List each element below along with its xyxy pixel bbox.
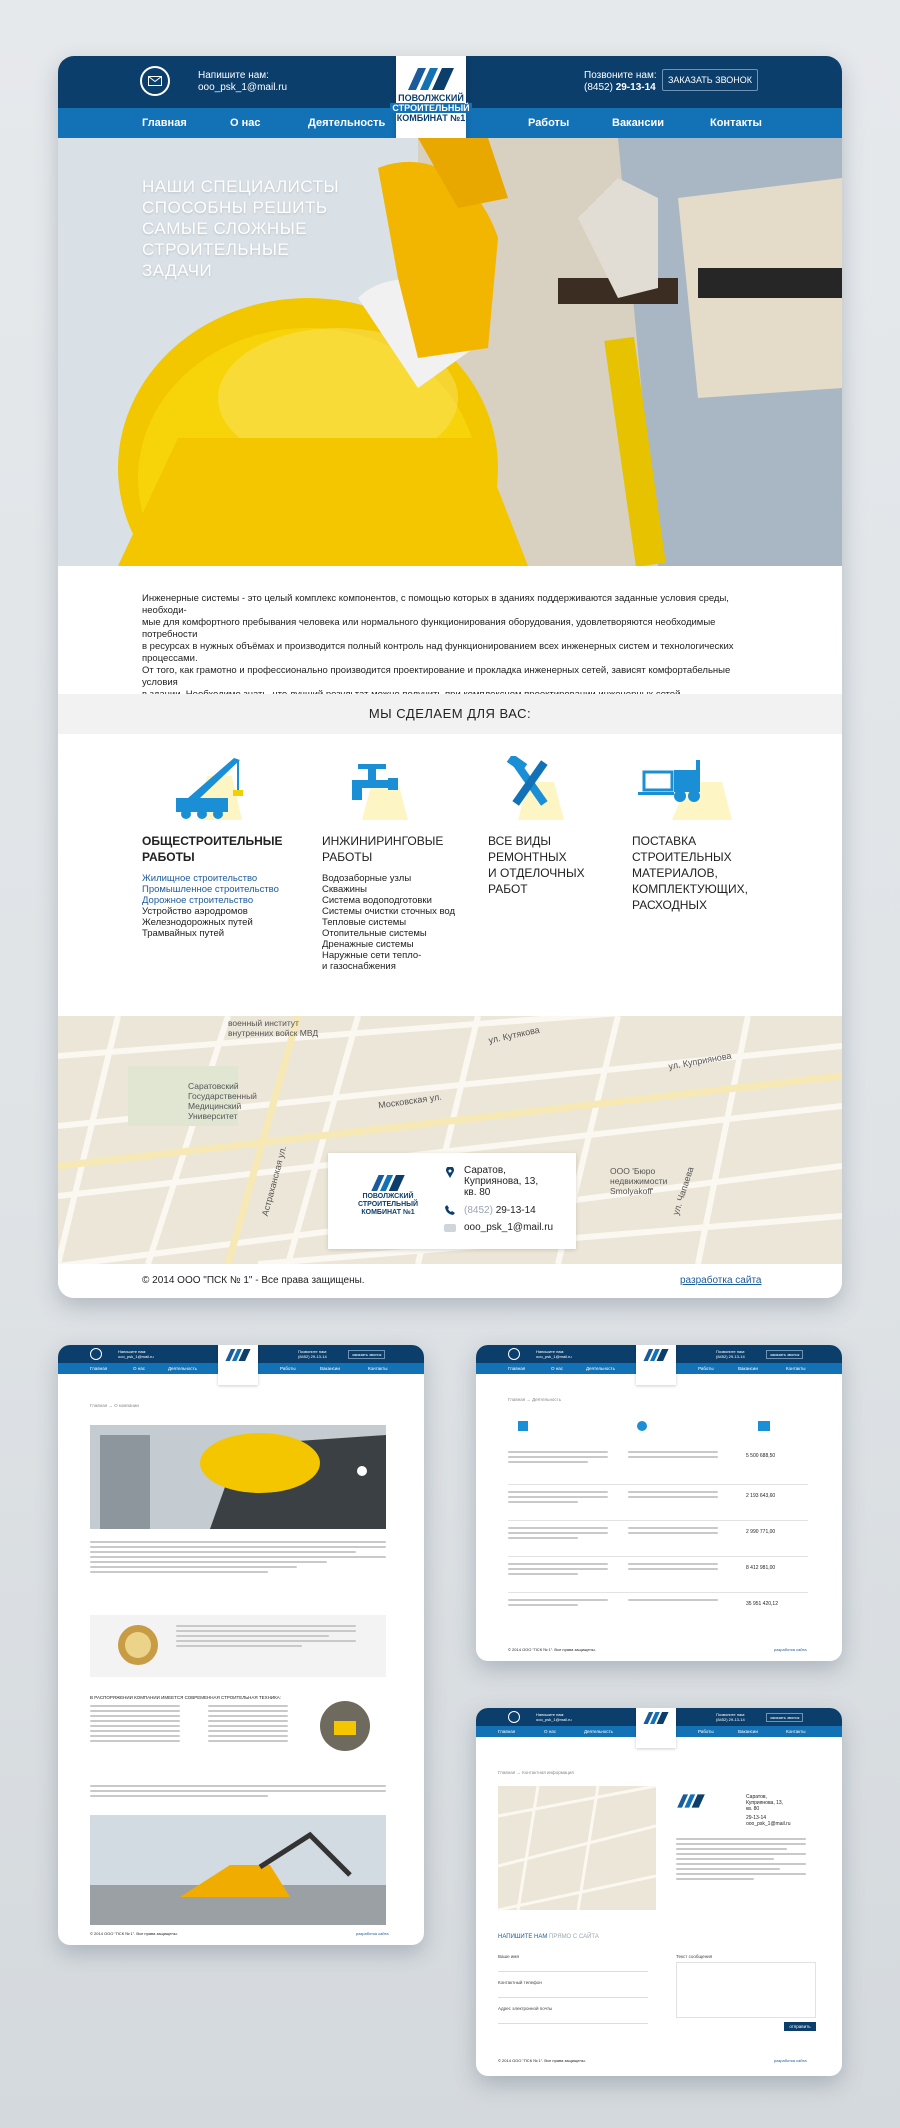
hero-banner [58, 138, 842, 566]
map-label-bureau [610, 1166, 667, 1196]
main-page-mockup [58, 56, 842, 1298]
callback-button[interactable]: ЗАКАЗАТЬ ЗВОНОК [662, 69, 758, 91]
tools-icon [488, 756, 618, 820]
service-title-line: РАБОТЫ [142, 850, 195, 864]
mini-footer-dev-link[interactable]: разработка сайта [356, 1931, 389, 1936]
mini-section-title: В РАСПОРЯЖЕНИИ КОМПАНИИ ИМЕЕТСЯ СОВРЕМЕННАЯ СТРОИТЕЛЬНАЯ ТЕХНИКА: [90, 1695, 282, 1700]
works-table [508, 1445, 808, 1625]
mini-breadcrumb: Главная → О компании [90, 1403, 139, 1408]
map-label: ул. Кутякова [487, 1024, 541, 1046]
write-us-label: Напишите нам: [198, 70, 269, 81]
nav-item-works[interactable]: Работы [528, 117, 570, 129]
mini-nav-item[interactable]: Контакты [368, 1366, 388, 1371]
mini-footer-dev-link[interactable]: разработка сайта [774, 2058, 807, 2063]
forklift-icon [632, 756, 772, 820]
company-details [676, 1838, 806, 1883]
mini-nav-item[interactable]: Вакансии [320, 1366, 340, 1371]
service-link[interactable]: Жилищное строительство [142, 873, 258, 884]
logo-text [390, 93, 471, 123]
map-label: Астраханская ул. [259, 1144, 289, 1218]
mini-nav-item[interactable]: Контакты [786, 1729, 806, 1734]
mini-callback-button[interactable]: заказать звонок [766, 1350, 803, 1359]
intro-line: процессами. [142, 653, 198, 664]
service-title-line: РЕМОНТНЫХ [488, 850, 567, 864]
footer-dev-link[interactable]: разработка сайта [680, 1275, 762, 1286]
intro-text [142, 593, 758, 701]
contact-logo-text [358, 1193, 418, 1217]
mini-logo [636, 1708, 676, 1748]
hero-title-line: САМЫЕ СЛОЖНЫЕ [142, 219, 308, 238]
header-call-us [584, 70, 657, 94]
works-amount: 35 951 420,12 [746, 1601, 778, 1607]
service-title-line: ПОСТАВКА [632, 834, 697, 848]
mini-text: Напишите нам: [536, 1712, 565, 1717]
mini-header-left [118, 1349, 154, 1359]
mini-text: Позвоните нам: [716, 1349, 746, 1354]
mini-nav-item[interactable]: О нас [133, 1366, 145, 1371]
form-label-email: Адрес электронной почты [498, 2006, 553, 2011]
service-title-line: ВСЕ ВИДЫ [488, 834, 551, 848]
map-label: Университет [188, 1111, 238, 1121]
mini-nav-item[interactable]: Вакансии [738, 1729, 758, 1734]
mini-text: (8452) 29-13-14 [716, 1717, 745, 1722]
mini-logo [636, 1345, 676, 1385]
equipment-list [208, 1705, 288, 1745]
map-label-institute [228, 1018, 318, 1038]
service-repair [488, 756, 618, 897]
service-title-line: И ОТДЕЛОЧНЫХ [488, 866, 585, 880]
location-pin-icon [446, 1167, 454, 1178]
excavator-photo [90, 1815, 386, 1925]
about-text [90, 1785, 386, 1800]
about-photo [90, 1425, 386, 1529]
contact-phone-number: 29-13-14 [495, 1205, 536, 1216]
mini-nav-item[interactable]: Вакансии [738, 1366, 758, 1371]
service-item: Водозаборные узлы [322, 873, 412, 884]
works-amount: 2 193 643,60 [746, 1493, 776, 1499]
mini-breadcrumb: Главная → Контактная информация [498, 1770, 574, 1775]
envelope-icon [444, 1224, 456, 1232]
mini-nav-item[interactable]: Работы [280, 1366, 296, 1371]
mini-nav-item[interactable]: О нас [551, 1366, 563, 1371]
phone-icon [445, 1205, 455, 1215]
map-label: Государственный [188, 1091, 257, 1101]
service-item: Устройство аэродромов [142, 906, 248, 917]
call-us-label: Позвоните нам: [584, 70, 657, 81]
mini-nav-item[interactable]: О нас [544, 1729, 556, 1734]
mini-callback-button[interactable]: заказать звонок [766, 1713, 803, 1722]
mini-text: ooo_psk_1@mail.ru [536, 1354, 572, 1359]
service-link[interactable]: Промышленное строительство [142, 884, 279, 895]
table-row [508, 1593, 808, 1623]
works-amount: 5 500 688,50 [746, 1453, 776, 1459]
service-item: Трамвайных путей [142, 928, 225, 939]
map-label: ул. Куприянова [667, 1050, 733, 1072]
header-email[interactable]: ooo_psk_1@mail.ru [198, 82, 288, 93]
logo-icon [642, 1712, 670, 1724]
service-title [632, 833, 772, 913]
site-footer [58, 1264, 842, 1298]
intro-line: От того, как грамотно и профессионально производится проектирование и прокладка инженерных сетей, зависят комфортабельные условия [142, 665, 731, 688]
mini-logo [218, 1345, 258, 1385]
phone-number: 29-13-14 [615, 82, 656, 93]
logo-line: СТРОИТЕЛЬНЫЙ [357, 1201, 419, 1208]
mini-footer-copyright: © 2014 ООО "ПСК № 1". Все права защищены. [508, 1647, 596, 1652]
mail-icon [90, 1348, 102, 1360]
service-link[interactable]: Дорожное строительство [142, 895, 254, 906]
mini-nav-item[interactable]: Главная [498, 1729, 516, 1734]
about-highlight [90, 1615, 386, 1677]
logo-line: СТРОИТЕЛЬНЫЙ [392, 103, 470, 113]
about-text [90, 1541, 386, 1576]
mail-icon [508, 1348, 520, 1360]
mini-text: (8452) 29-13-14 [298, 1354, 327, 1359]
mini-breadcrumb: Главная → Деятельность [508, 1397, 562, 1402]
mini-text: (8452) 29-13-14 [716, 1354, 745, 1359]
service-title-line: КОМПЛЕКТУЮЩИХ, [632, 882, 748, 896]
logo-line: КОМБИНАТ №1 [361, 1209, 415, 1216]
header-write-us [198, 70, 287, 94]
contacts-map[interactable] [498, 1786, 656, 1910]
nav-item-about[interactable]: О нас [230, 117, 261, 129]
service-item: Отопительные системы [322, 928, 427, 939]
equipment-list [90, 1705, 180, 1745]
service-title-line: РАБОТЫ [322, 850, 373, 864]
nav-item-vacancies[interactable]: Вакансии [612, 117, 664, 129]
works-amount: 8 412 981,00 [746, 1565, 776, 1571]
worker-avatar [118, 1625, 158, 1665]
service-item: Наружные сети тепло- [322, 950, 422, 961]
contact-card [328, 1153, 576, 1249]
mail-icon [508, 1711, 520, 1723]
about-page-mockup [58, 1345, 424, 1945]
contact-address [464, 1165, 538, 1198]
section-title: МЫ СДЕЛАЕМ ДЛЯ ВАС: [58, 694, 842, 734]
map-label: Московская ул. [377, 1091, 443, 1111]
works-page-mockup [476, 1345, 842, 1661]
mini-header-right [716, 1712, 745, 1722]
service-list [142, 873, 302, 939]
logo-icon [642, 1349, 670, 1361]
nav-item-activity[interactable]: Деятельность [308, 117, 386, 129]
phone-code: (8452) [584, 82, 613, 93]
nav-item-contacts[interactable]: Контакты [710, 117, 762, 129]
table-row [508, 1485, 808, 1521]
table-row [508, 1521, 808, 1557]
form-heading [498, 1934, 599, 1940]
map-label: недвижимости [610, 1176, 668, 1186]
mail-icon[interactable] [140, 66, 170, 96]
crane-icon [142, 756, 292, 820]
service-title-line: ОБЩЕСТРОИТЕЛЬНЫЕ [142, 834, 283, 848]
service-item: Железнодорожных путей [142, 917, 253, 928]
highlight-text [176, 1625, 356, 1650]
header-phone [584, 82, 657, 94]
water-tap-icon [322, 756, 472, 820]
mini-text: Напишите нам: [118, 1349, 147, 1354]
intro-line: в ресурсах в нужных объёмах и производится полный контроль над функционированием всех инженерных систем и технологических [142, 641, 734, 652]
logo-icon [224, 1349, 252, 1361]
contact-street: Куприянова, 13, [464, 1176, 539, 1187]
logo-line: ПОВОЛЖСКИЙ [362, 1193, 414, 1200]
map-label: военный институт [228, 1018, 299, 1028]
service-general-construction [142, 756, 302, 939]
map-label: ул. Чапаева [670, 1165, 696, 1217]
service-list [322, 873, 472, 972]
nav-item-home[interactable]: Главная [142, 117, 187, 129]
hero-title-line: СТРОИТЕЛЬНЫЕ [142, 240, 290, 259]
mini-text[interactable]: ooo_psk_1@mail.ru [746, 1821, 791, 1827]
excavator-avatar [320, 1701, 370, 1751]
mini-header-left [536, 1349, 572, 1359]
mini-footer-copyright: © 2014 ООО "ПСК № 1". Все права защищены. [90, 1931, 178, 1936]
service-title-line: СТРОИТЕЛЬНЫХ [632, 850, 732, 864]
mini-nav-item[interactable]: Деятельность [586, 1366, 615, 1371]
mini-text: ooo_psk_1@mail.ru [536, 1717, 572, 1722]
table-row [508, 1445, 808, 1485]
mini-text: Куприянова, 13, [746, 1800, 784, 1806]
service-item: Тепловые системы [322, 917, 407, 928]
hero-title-line: ЗАДАЧИ [142, 261, 213, 280]
mini-nav-item[interactable]: Деятельность [168, 1366, 197, 1371]
hero-title-line: НАШИ СПЕЦИАЛИСТЫ [142, 177, 340, 196]
contact-phone [464, 1205, 536, 1216]
mini-header-right [298, 1349, 327, 1359]
service-supply [632, 756, 772, 913]
service-item: Система водоподготовки [322, 895, 432, 906]
contacts-address [746, 1794, 791, 1827]
contact-phone-code: (8452) [464, 1205, 493, 1216]
contact-email[interactable]: ooo_psk_1@mail.ru [464, 1222, 554, 1233]
service-item: Скважины [322, 884, 367, 895]
service-title-line: РАБОТ [488, 882, 528, 896]
works-table-head-icons [508, 1417, 808, 1437]
mini-callback-button[interactable]: заказать звонок [348, 1350, 385, 1359]
footer-copyright: © 2014 ООО "ПСК № 1" - Все права защищены. [142, 1275, 365, 1286]
works-amount: 2 990 771,00 [746, 1529, 776, 1535]
contact-room: кв. 80 [464, 1187, 491, 1198]
service-title-line: МАТЕРИАЛОВ, [632, 866, 718, 880]
mini-text: Напишите нам: [536, 1349, 565, 1354]
logo-line: КОМБИНАТ №1 [396, 113, 466, 123]
map-label: Саратовский [188, 1081, 239, 1091]
logo-line: ПОВОЛЖСКИЙ [398, 93, 464, 103]
mini-nav-item[interactable]: Контакты [786, 1366, 806, 1371]
mini-text: Позвоните нам: [298, 1349, 328, 1354]
service-title [322, 833, 472, 865]
mini-footer-copyright: © 2014 ООО "ПСК № 1". Все права защищены. [498, 2058, 586, 2063]
service-item: и газоснабжения [322, 961, 396, 972]
mini-text: 29-13-14 [746, 1815, 767, 1821]
mini-text: ooo_psk_1@mail.ru [118, 1354, 154, 1359]
service-item: Дренажные системы [322, 939, 414, 950]
mini-text: Позвоните нам: [716, 1712, 746, 1717]
service-title [488, 833, 618, 897]
logo-icon [367, 1175, 409, 1191]
service-title-line: ИНЖИНИРИНГОВЫЕ [322, 834, 444, 848]
contact-logo [358, 1175, 418, 1217]
mini-header-left [536, 1712, 572, 1722]
hero-title [142, 176, 339, 281]
hero-title-line: СПОСОБНЫ РЕШИТЬ [142, 198, 328, 217]
contacts-page-mockup [476, 1708, 842, 2076]
mini-text: Саратов, [746, 1794, 767, 1800]
email-field[interactable] [498, 2014, 648, 2024]
service-item: Системы очистки сточных вод [322, 906, 456, 917]
intro-line: мые для комфортного пребывания человека или нормального функционирования оборудования, удовлетворяются необходимые потребности [142, 617, 716, 640]
mini-nav-item[interactable]: Главная [90, 1366, 108, 1371]
mini-nav-item[interactable]: Деятельность [584, 1729, 613, 1734]
logo-icon [406, 68, 456, 90]
service-engineering [322, 756, 472, 972]
map-label: Smolyakoff' [610, 1186, 654, 1196]
mini-footer-dev-link[interactable]: разработка сайта [774, 1647, 807, 1652]
intro-line: Инженерные системы - это целый комплекс компонентов, с помощью которых в зданиях поддерживаются заданные условия среды, необходи- [142, 593, 729, 616]
mini-header-right [716, 1349, 745, 1359]
phone-field[interactable] [498, 1988, 648, 1998]
form-label-name: Ваше имя [498, 1954, 519, 1959]
mini-nav-item[interactable]: Главная [508, 1366, 526, 1371]
map-label-university [188, 1081, 257, 1121]
mini-text: кв. 80 [746, 1806, 760, 1812]
map-label: Медицинский [188, 1101, 242, 1111]
name-field[interactable] [498, 1962, 648, 1972]
map-label: ООО 'Бюро [610, 1166, 656, 1176]
form-subtitle: ПРЯМО С САЙТА [549, 1934, 599, 1940]
contact-city: Саратов, [464, 1165, 506, 1176]
message-field[interactable] [676, 1962, 816, 2018]
form-title: НАПИШИТЕ НАМ [498, 1934, 548, 1940]
form-label-phone: Контактный телефон [498, 1980, 542, 1985]
submit-button[interactable]: отправить [784, 2022, 816, 2031]
table-row [508, 1557, 808, 1593]
service-title-line: РАСХОДНЫХ [632, 898, 708, 912]
map-label: внутренних войск МВД [228, 1028, 319, 1038]
form-label-message: Текст сообщения [676, 1954, 713, 1959]
service-title [142, 833, 302, 865]
logo-icon [676, 1794, 706, 1808]
mini-nav-item[interactable]: Работы [698, 1729, 714, 1734]
mini-nav-item[interactable]: Работы [698, 1366, 714, 1371]
